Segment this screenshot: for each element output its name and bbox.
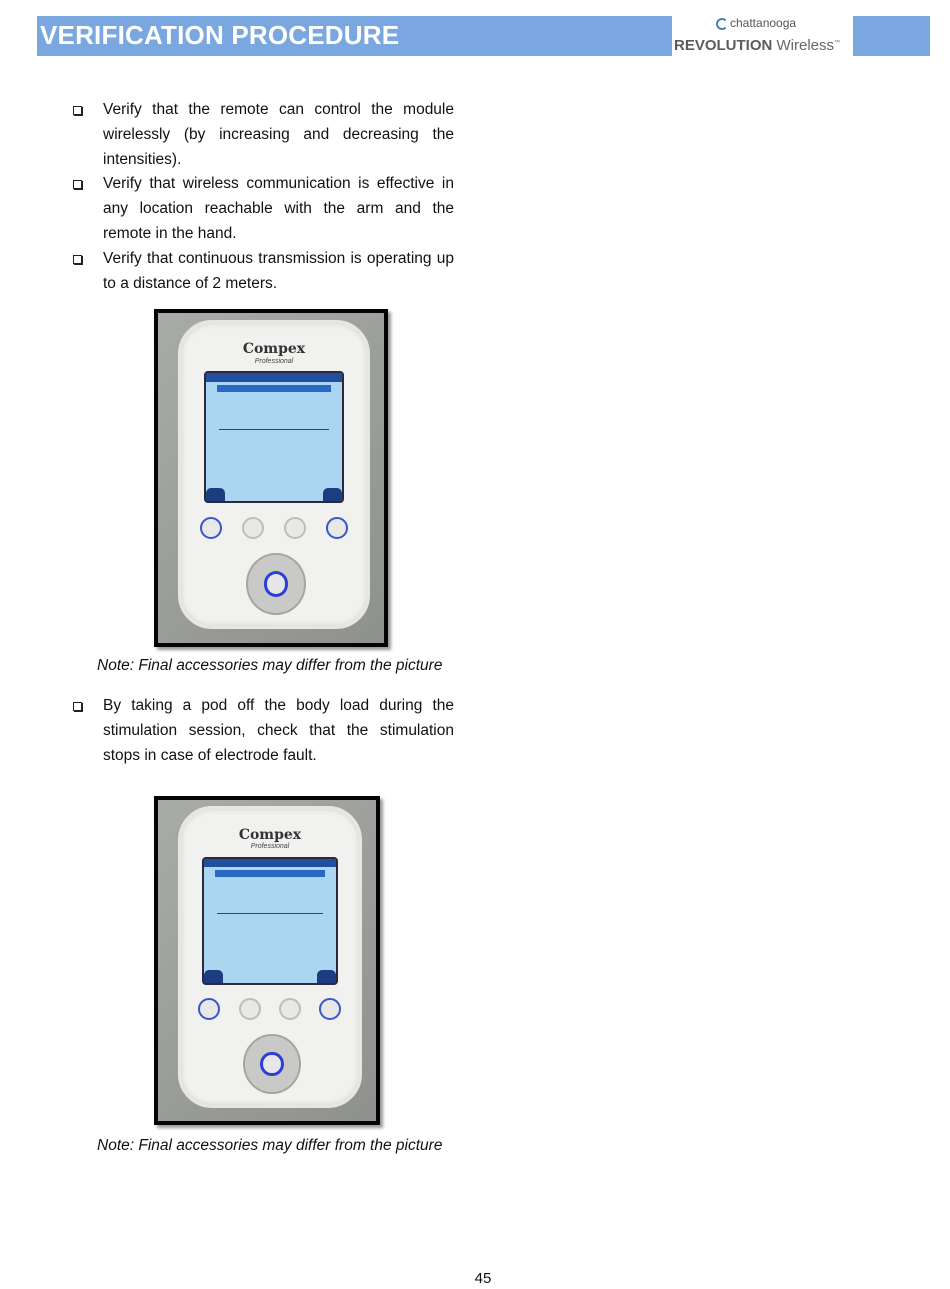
device-screen bbox=[204, 371, 345, 503]
checklist-item-text: Verify that the remote can control the module wirelessly (by increasing and decreasing the intensities). bbox=[103, 101, 454, 168]
brand-logo bbox=[672, 16, 853, 56]
photo-note-2: Note: Final accessories may differ from the picture bbox=[97, 1137, 443, 1154]
logo-tm: ™ bbox=[834, 40, 841, 46]
device-buttons bbox=[198, 998, 341, 1020]
device-brand: Compex bbox=[242, 340, 306, 357]
header-bar bbox=[37, 16, 672, 56]
device-photo-2 bbox=[154, 796, 380, 1125]
checklist-item bbox=[70, 172, 454, 246]
logo-top-text: chattanooga bbox=[730, 16, 797, 30]
checklist-item-text: By taking a pod off the body load during the stimulation session, check that the stimulation stops in case of electrode fault. bbox=[103, 697, 454, 764]
device-brand-sub: Professional bbox=[254, 357, 294, 365]
chattanooga-swirl-icon bbox=[716, 18, 728, 30]
checklist-item-text: Verify that wireless communication is effective in any location reachable with the arm and the remote in the hand. bbox=[103, 175, 454, 242]
checklist-2 bbox=[70, 694, 454, 768]
logo-brand: REVOLUTION bbox=[674, 37, 773, 54]
device-dpad bbox=[243, 1034, 301, 1094]
device-photo-1 bbox=[154, 309, 388, 647]
checkbox-icon bbox=[73, 180, 82, 189]
checklist-item bbox=[70, 694, 454, 768]
photo-note-1: Note: Final accessories may differ from the picture bbox=[97, 657, 443, 674]
checkbox-icon bbox=[73, 255, 82, 264]
page-number: 45 bbox=[474, 1270, 492, 1287]
logo-suffix: Wireless bbox=[776, 37, 835, 54]
device-screen bbox=[202, 857, 338, 985]
device-buttons bbox=[200, 517, 348, 539]
section-title: VERIFICATION PROCEDURE bbox=[40, 20, 400, 50]
header-bar-right bbox=[853, 16, 930, 56]
device-brand-sub: Professional bbox=[250, 843, 290, 851]
checklist-item bbox=[70, 247, 454, 297]
logo-bottom bbox=[674, 37, 840, 54]
logo-top bbox=[716, 16, 796, 30]
remote-device bbox=[178, 320, 369, 630]
checkbox-icon bbox=[73, 106, 82, 115]
checkbox-icon bbox=[73, 702, 82, 711]
checklist-item-text: Verify that continuous transmission is operating up to a distance of 2 meters. bbox=[103, 249, 454, 292]
remote-device bbox=[178, 806, 363, 1107]
checklist-item bbox=[70, 98, 454, 172]
device-brand: Compex bbox=[238, 827, 302, 844]
checklist-1 bbox=[70, 98, 454, 296]
device-dpad bbox=[246, 553, 306, 615]
